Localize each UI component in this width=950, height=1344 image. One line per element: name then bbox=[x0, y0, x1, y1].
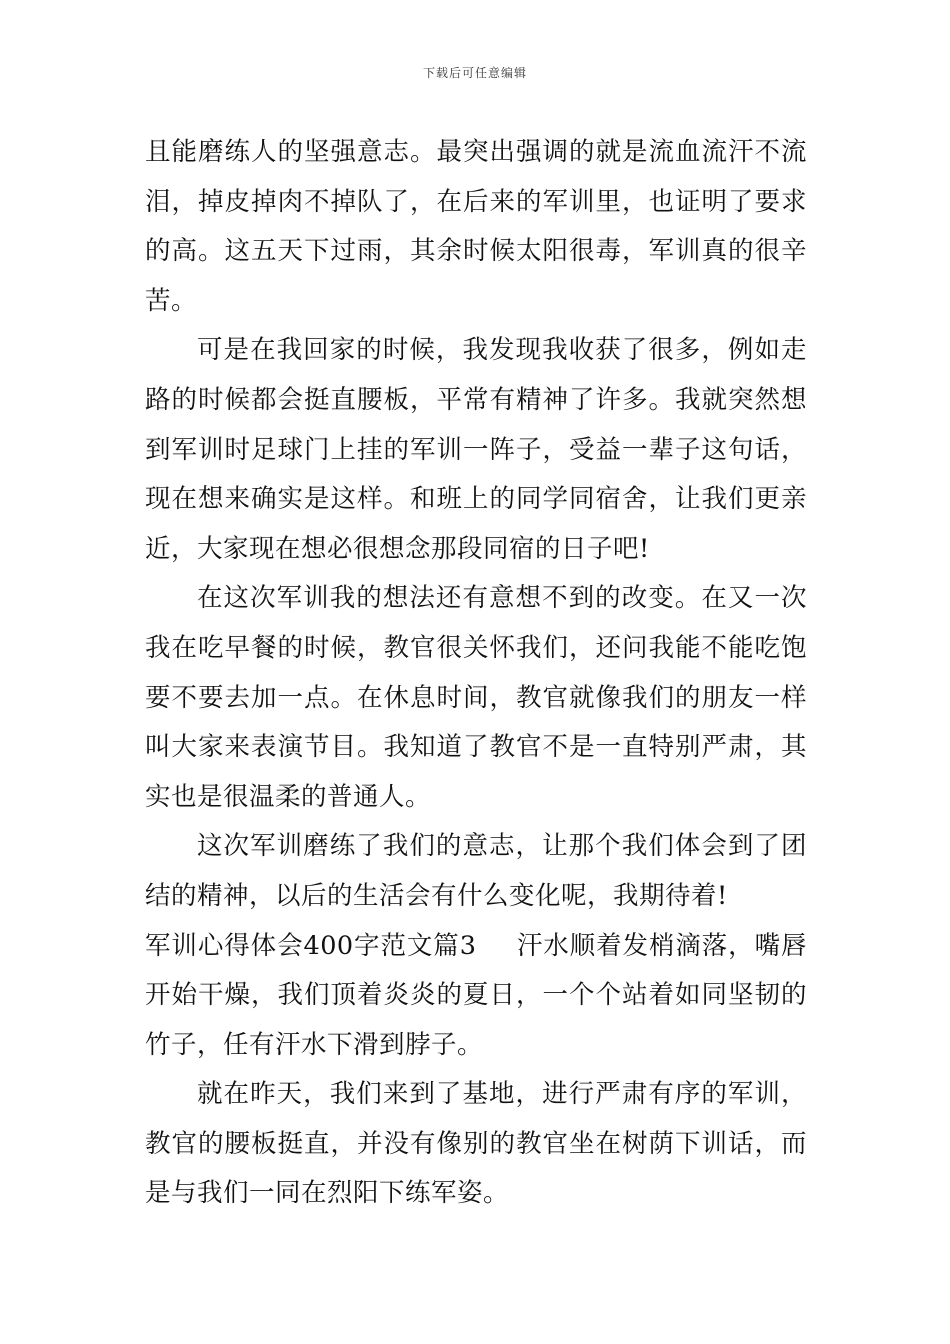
paragraph-1: 且能磨练人的坚强意志。最突出强调的就是流血流汗不流泪，掉皮掉肉不掉队了，在后来的军训里，也证明了要求的高。这五天下过雨，其余时候太阳很毒，军训真的很辛苦。 bbox=[145, 137, 807, 316]
paragraph-4: 这次军训磨练了我们的意志，让那个我们体会到了团结的精神，以后的生活会有什么变化呢，我期待着! bbox=[145, 831, 807, 911]
paragraph-5 bbox=[145, 922, 807, 1071]
page-header: 下载后可任意编辑 bbox=[422, 66, 527, 80]
paragraph-2: 可是在我回家的时候，我发现我收获了很多，例如走路的时候都会挺直腰板，平常有精神了许多。我就突然想到军训时足球门上挂的军训一阵子，受益一辈子这句话，现在想来确实是这样。和班上的同学同宿舍，让我们更亲近，大家现在想必很想念那段同宿的日子吧! bbox=[145, 335, 807, 564]
paragraph-6: 就在昨天，我们来到了基地，进行严肃有序的军训，教官的腰板挺直，并没有像别的教官坐在树荫下训话，而是与我们一同在烈阳下练军姿。 bbox=[145, 1079, 807, 1209]
paragraph-3: 在这次军训我的想法还有意想不到的改变。在又一次我在吃早餐的时候，教官很关怀我们，还问我能不能吃饱要不要去加一点。在休息时间，教官就像我们的朋友一样叫大家来表演节目。我知道了教官不是一直特别严肃，其实也是很温柔的普通人。 bbox=[145, 583, 807, 812]
paragraph-5-text: 汗水顺着发梢滴落，嘴唇开始干燥，我们顶着炎炎的夏日，一个个站着如同坚韧的竹子，任有汗水下滑到脖子。 bbox=[145, 930, 807, 1060]
section-title: 军训心得体会400字范文篇3 bbox=[145, 930, 477, 961]
document-body bbox=[145, 128, 807, 1219]
